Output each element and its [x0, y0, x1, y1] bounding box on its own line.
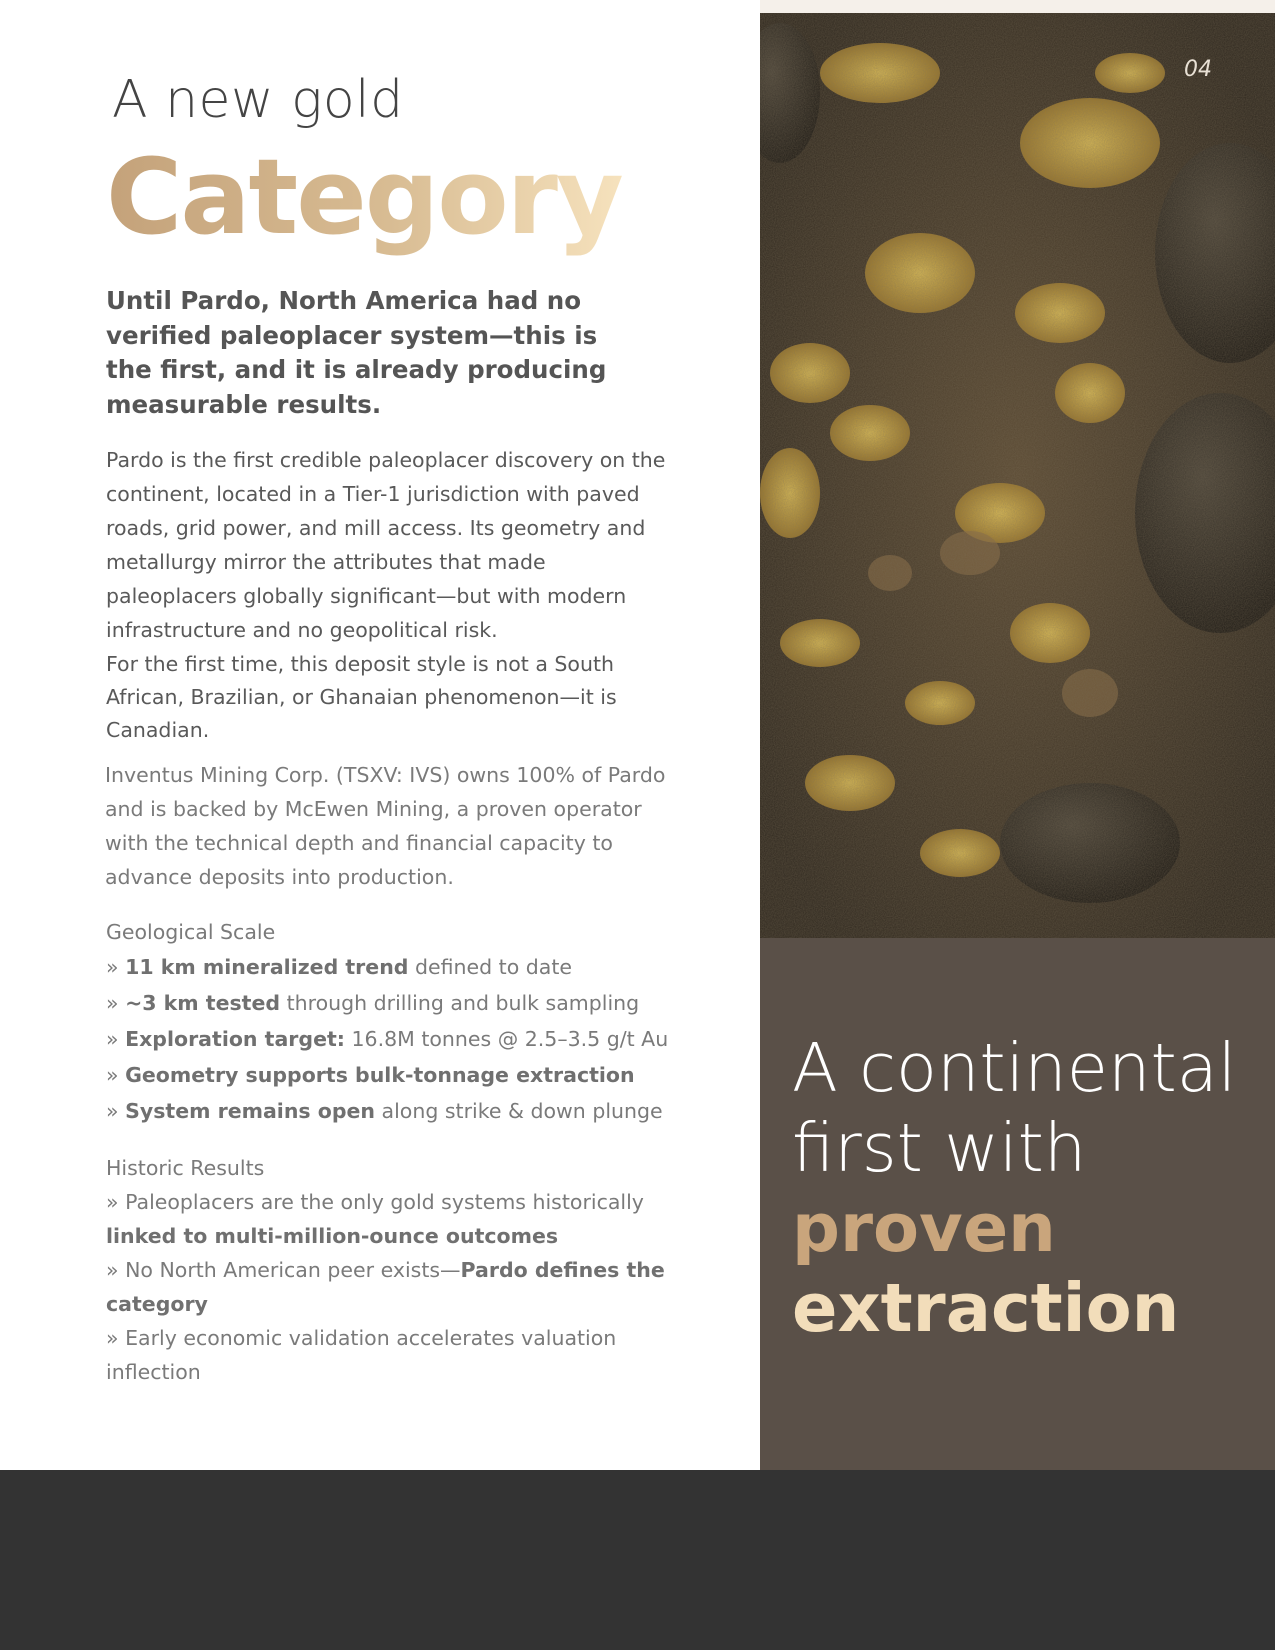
bullet-bold-text: linked to multi-million-ounce outcomes: [106, 1224, 559, 1248]
geological-scale-item: [106, 949, 681, 985]
lead-paragraph: Until Pardo, North America had no verified paleoplacer system—this is the first, and it is already producing measurable results.: [106, 286, 607, 419]
bullet-marker: »: [106, 1258, 119, 1282]
bullet-marker: »: [106, 955, 126, 979]
geological-scale-item: [106, 1021, 681, 1057]
top-strip: [760, 0, 1275, 13]
geological-scale-item: [106, 1057, 681, 1093]
historic-results-list: [106, 1185, 681, 1389]
callout-line-1: A continental: [792, 1029, 1237, 1107]
callout-accent-2: extraction: [792, 1269, 1180, 1347]
historic-results-item: [106, 1321, 681, 1389]
bullet-bold-text: ~3 km tested: [125, 991, 281, 1015]
bullet-text: through drilling and bulk sampling: [280, 991, 640, 1015]
bullet-bold-text: Pardo defines the category: [106, 1258, 665, 1316]
bullet-marker: »: [106, 1027, 126, 1051]
bullet-text: Early economic validation accelerates valuation inflection: [106, 1326, 617, 1384]
bullet-marker: »: [106, 1190, 119, 1214]
bullet-text: No North American peer exists—: [118, 1258, 461, 1282]
right-column: [760, 0, 1275, 1470]
bullet-text: Paleoplacers are the only gold systems historically: [118, 1190, 644, 1214]
bullet-bold-text: 11 km mineralized trend: [125, 955, 409, 979]
geological-scale-section: [106, 915, 681, 1129]
gold-ore-photo: [760, 13, 1275, 938]
body-paragraph-2: For the first time, this deposit style is not a South African, Brazilian, or Ghanaian phenomenon—it is Canadian.: [106, 652, 617, 742]
kicker-title: A new gold: [112, 70, 404, 130]
body-paragraph-3: Inventus Mining Corp. (TSXV: IVS) owns 100% of Pardo and is backed by McEwen Mining, a proven operator with the technical depth and financial capacity to advance deposits into production.: [105, 763, 666, 889]
geological-scale-list: [106, 949, 681, 1129]
section-title: Historic Results: [106, 1156, 265, 1180]
bullet-text: 16.8M tonnes @ 2.5–3.5 g/t Au: [344, 1027, 669, 1051]
callout-accent-1: proven: [792, 1189, 1056, 1267]
section-title: Geological Scale: [106, 920, 276, 944]
bullet-bold-text: System remains open: [125, 1099, 376, 1123]
callout-panel: [760, 938, 1275, 1470]
headline: Category: [106, 136, 622, 258]
bullet-text: defined to date: [408, 955, 572, 979]
callout-line-2: first with: [792, 1109, 1087, 1187]
page-number: 04: [1184, 57, 1212, 82]
bullet-marker: »: [106, 1326, 119, 1350]
body-paragraph-1: Pardo is the first credible paleoplacer discovery on the continent, located in a Tier-1 jurisdiction with paved roads, grid power, and mill access. Its geometry and metallurgy mirror the attributes that made paleoplacers globally significant—but with modern infrastructure and no geopolitical risk.: [106, 448, 666, 642]
geological-scale-item: [106, 985, 681, 1021]
historic-results-item: [106, 1253, 681, 1321]
historic-results-item: [106, 1185, 681, 1253]
geological-scale-item: [106, 1093, 681, 1129]
bullet-bold-text: Geometry supports bulk-tonnage extraction: [125, 1063, 635, 1087]
footer-band: [0, 1470, 1275, 1650]
bullet-text: along strike & down plunge: [375, 1099, 663, 1123]
bullet-bold-text: Exploration target:: [125, 1027, 345, 1051]
historic-results-section: [106, 1151, 681, 1389]
gold-ore-image: [760, 13, 1275, 938]
bullet-marker: »: [106, 991, 126, 1015]
bullet-marker: »: [106, 1063, 126, 1087]
callout-text: [792, 1028, 1236, 1348]
bullet-marker: »: [106, 1099, 126, 1123]
